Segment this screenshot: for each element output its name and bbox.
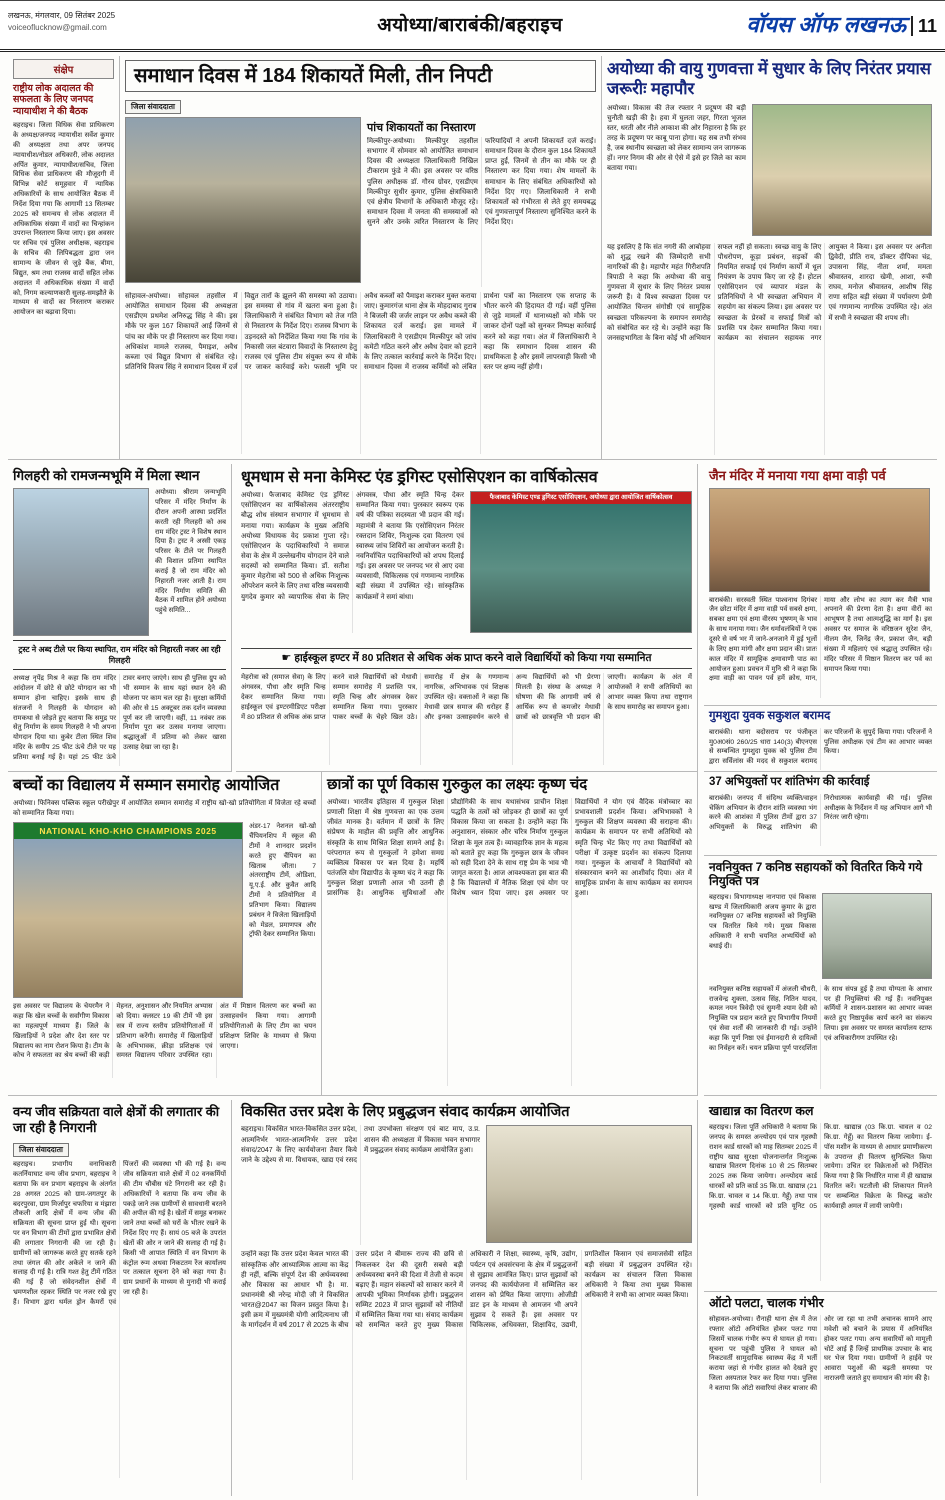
wildlife-byline: जिला संवाददाता [13, 1143, 69, 1157]
ration-headline: खाद्यान्न का वितरण कल [709, 1104, 814, 1118]
missing-body: बाराबंकी। थाना बदोसराय पर पंजीकृत मु0अ0सं0 260/25 धारा 140(3) बीएनएस से सम्बन्धित गुमशुदा युवक को पुलिस टीम द्वारा सर्विलांस की मदद से सकुशल बरामद कर परिजनों के सुपुर्द किया गया। परिजनों ने पुलिस अधीक्षक एवं टीम का आभार व्यक्त किया। [709, 728, 932, 766]
auto-headline: ऑटो पलटा, चालक गंभीर [709, 1296, 824, 1310]
air-headline: अयोध्या की वायु गुणवत्ता में सुधार के लिए निरंतर प्रयास जरूरीः महापौर [607, 60, 931, 98]
article-air-quality [602, 56, 937, 460]
article-viksit [236, 1100, 698, 1496]
brief-section-label: संक्षेप [13, 59, 114, 79]
missing-headline: गुमशुदा युवक सकुशल बरामद [709, 710, 831, 722]
samadhan-headline: समाधान दिवस में 184 शिकायतें मिली, तीन निपटी [125, 60, 596, 92]
viksit-body-lead: बहराइच। विकसित भारत-विकसित उत्तर प्रदेश, आत्मनिर्भर भारत-आत्मनिर्भर उत्तर प्रदेश संवाद/2047 के लिए कार्ययोजना तैयार किये जाने के उद्देश्य से मा. विधायक, खाद्य एवं रसद तथा उपभोक्ता संरक्षण एवं बाट माप, उ.प्र. शासन की अध्यक्षता में विकास भवन सभागार में प्रबुद्धजन संवाद कार्यक्रम आयोजित हुआ। [241, 1126, 480, 1164]
samadhan-byline: जिला संवाददाता [125, 100, 181, 114]
brief-headline: राष्ट्रीय लोक अदालत की सफलता के लिए जनपद न्यायाधीश ने की बैठक [13, 83, 94, 117]
samadhan-meeting-photo [125, 117, 361, 283]
jain-body: बाराबंकी। सरस्वती स्थित पाश्वनाथ दिगंबर जैन छोटा मंदिर में क्षमा वाड़ी पर्व सबसे क्षमा, सबका क्षमा एवं क्षमा वीरस्य भूषणम् के भाव के साथ मनाया गया। जैन धर्मावलंबियों ने एक दूसरे से वर्ष भर में जाने-अनजाने में हुई भूलों के लिए क्षमा मांगी और क्षमा प्रदान की। प्रातः काल मंदिर में सामूहिक क्षमावाणी पाठ का आयोजन हुआ। प्रवचन में मुनि श्री ने कहा कि क्षमा वाड़ी का पावन पर्व हमें क्रोध, मान, माया और लोभ का त्याग कर मैत्री भाव अपनाने की प्रेरणा देता है। क्षमा वीरों का आभूषण है तथा आत्मशुद्धि का मार्ग है। इस अवसर पर समाज के वरिष्ठजन सुरेश जैन, नीलम जैन, जिनेंद्र जैन, प्रकाश जैन, बड़ी संख्या में महिलाएं एवं श्रद्धालु उपस्थित रहे। मंदिर परिसर में मिष्ठान वितरण कर पर्व का समापन किया गया। [709, 596, 932, 683]
brief-body: बहराइच। जिला विधिक सेवा प्राधिकरण के अध्यक्ष/जनपद न्यायाधीश सर्वेश कुमार की अध्यक्षता तथा अपर जनपद न्यायाधीश/नोडल अधिकारी, लोक अदालत अर्पित कुमार, न्यायाधीश/सचिव, जिला विधिक सेवा प्राधिकरण की मौजूदगी में विभिन्न कोर्ट समूहवार में न्यायिक अधिकारियों के साथ आयोजित बैठक में निर्देश दिया गया कि आगामी 13 सितम्बर 2025 को समन्वय से लोक अदालत में अधिकाधिक संख्या में वादों का चिन्हांकन उपरान्त निस्तारण किया जाए। इस अवसर पर सचिव एवं पुलिस अधीक्षक, बहराइच के सचिव की लिपिबद्धता द्वारा जन सामान्य के जीवन से जुड़े बैंक, बीमा, विद्युत, श्रम तथा राजस्व वादों सहित लोक अदालत में अधिकाधिक संख्या में वादों को, निगम कल्याणकारी सुलह-समझौते के माध्यम से वादों का निस्तारण कराकर आयोजन का बढ़ावा दिया। [13, 122, 114, 317]
school80-body: मेहरोत्रा को (समाज सेवा) के लिए अंगवस्त्र, पौधा और स्मृति चिन्ह देकर सम्मानित किया गया। हाईस्कूल एवं इण्टरमीडिएट परीक्षा में 80 प्रतिशत से अधिक अंक प्राप्त करने वाले विद्यार्थियों को मेधावी सम्मान समारोह में प्रशस्ति पत्र, स्मृति चिन्ह और अंगवस्त्र देकर सम्मानित किया गया। पुरस्कार पाकर बच्चों के चेहरे खिल उठे। समारोह में क्षेत्र के गणमान्य नागरिक, अभिभावक एवं शिक्षक उपस्थित रहे। वक्ताओं ने कहा कि मेधावी छात्र समाज की धरोहर हैं और इनका उत्साहवर्धन करने से अन्य विद्यार्थियों को भी प्रेरणा मिलती है। संस्था के अध्यक्ष ने घोषणा की कि आगामी वर्ष से आर्थिक रूप से कमजोर मेधावी छात्रों को छात्रवृत्ति भी प्रदान की जाएगी। कार्यक्रम के अंत में आयोजकों ने सभी अतिथियों का आभार व्यक्त किया तथा राष्ट्रगान के साथ समारोह का समापन हुआ। [241, 674, 692, 721]
khokho-team-photo [13, 822, 243, 998]
gurukul-body: अयोध्या। भारतीय इतिहास में गुरुकुल शिक्षा प्रणाली शिक्षा में श्रेष्ठ गुणवत्ता का एक उत्तम जीवंत मानक है। वर्तमान में छात्रों के लिए संप्रेषण के माहौल की प्रवृत्ति और आधुनिक संस्कृति के साथ मिश्रित शिक्षा सामने आई है। परंपरागत रूप से गुरुकुलों ने हमेशा समग्र व्यक्तित्व विकास पर बल दिया है। महर्षि पतंजलि योग विद्यापीठ के कृष्ण चंद ने कहा कि गुरुकुल शिक्षा प्रणाली आज भी उतनी ही प्रासंगिक है। आधुनिक सुविधाओं और प्रौद्योगिकी के साथ यथासंभव प्राचीन शिक्षा पद्धति के तत्वों को जोड़कर ही छात्रों का पूर्ण विकास किया जा सकता है। उन्होंने कहा कि अनुशासन, संस्कार और चरित्र निर्माण गुरुकुल शिक्षा के मूल तत्व हैं। व्यावहारिक ज्ञान के महत्व को बताते हुए कहा कि गुरुकुल छात्र के जीवन को सही दिशा देने के साथ राष्ट्र प्रेम के भाव भी जागृत करता है। आज आवश्यकता इस बात की है कि विद्यालयों में नैतिक शिक्षा एवं योग पर विशेष ध्यान दिया जाए। इस अवसर पर विद्यार्थियों ने योग एवं वैदिक मंत्रोच्चार का प्रभावशाली प्रदर्शन किया। अभिभावकों ने गुरुकुल की शिक्षण व्यवस्था की सराहना की। कार्यक्रम के समापन पर सभी अतिथियों को स्मृति चिन्ह भेंट किए गए तथा विद्यार्थियों को परीक्षा में उत्कृष्ट प्रदर्शन का संकल्प दिलाया गया। गुरुकुल के आचार्यों ने विद्यार्थियों को संस्कारवान बनने का आशीर्वाद दिया। अंत में सामूहिक प्रार्थना के साथ कार्यक्रम का समापन हुआ। [327, 799, 692, 898]
khokho-body-lead: अयोध्या। फिनिक्स पब्लिक स्कूल परीखेपुर में आयोजित सम्मान समारोह में राष्ट्रीय खो-खो प्रतियोगिता में विजेता रहे बच्चों को सम्मानित किया गया। [13, 800, 316, 818]
page-header [0, 0, 945, 52]
section-title: अयोध्या/बाराबंकी/बहराइच [377, 15, 563, 36]
chemist-headline: धूमधाम से मना केमिस्ट एंड ड्रगिस्ट एसोसिएशन का वार्षिकोत्सव [241, 469, 598, 486]
article-school80 [236, 644, 698, 772]
masthead-title: वॉयस ऑफ लखनऊ [746, 12, 906, 37]
article-appointment [704, 856, 937, 1096]
article-samadhan [120, 56, 602, 460]
air-body-lead: अयोध्या। विकास की तेज रफ्तार ने प्रदूषण की बड़ी चुनौती खड़ी की है। हवा में घुलता जहर, गिरता भूजल स्तर, धरती और नीले आकाश की ओर निहारना है कि हर तरह के प्रदूषण पर काबू पाना होगा। यह सब तभी संभव है, जब स्थानीय स्वच्छता को लेकर सामान्य जन जागरूक हों। नगर निगम की ओर से ऐसे में इसे हर जिले का काम बताया गया। [607, 104, 746, 173]
article-missing [704, 706, 937, 772]
jain-group-photo [709, 488, 930, 592]
article-auto [704, 1292, 937, 1496]
wildlife-body: बहराइच। प्रभागीय वनाधिकारी कतर्नियाघाट वन्य जीव प्रभाग, बहराइच ने बताया कि वन प्रभाग बहराइच के अंतर्गत 28 अगस्त 2025 को ग्राम-जगतपुर के बदरपुरवा, ग्राम मिर्जापुर चफरिया व मंझारा तौकली आदि क्षेत्रों में वन्य जीव की सक्रियता की सूचना प्राप्त हुई थी। सूचना पर वन विभाग की टीमों द्वारा प्रभावित क्षेत्रों की लगातार निगरानी की जा रही है। ग्रामीणों को जागरूक करते हुए सतर्क रहने तथा जंगल की ओर अकेले न जाने की सलाह दी गई है। रात्रि गश्त हेतु टीमें गठित की गई हैं जो संवेदनशील क्षेत्रों में भ्रमणशील रहकर स्थिति पर नजर रखे हुए हैं। विभाग द्वारा थर्मल ड्रोन कैमरों एवं पिंजरों की व्यवस्था भी की गई है। वन्य जीव सक्रियता वाले क्षेत्रों में 02 वनकर्मियों की टीम चौबीस घंटे निगरानी कर रही है। अधिकारियों ने बताया कि वन्य जीव के पकड़े जाने तक ग्रामीणों से सावधानी बरतने की अपील की गई है। खेतों में समूह बनाकर जाने तथा बच्चों को घरों के भीतर रखने के निर्देश दिए गए हैं। सायं 05 बजे के उपरांत खेतों की ओर न जाने की सलाह दी गई है। किसी भी आपात स्थिति में वन विभाग के कंट्रोल रूम अथवा निकटतम रेंज कार्यालय पर तत्काल सूचना देने को कहा गया है। ग्राम प्रधानों के माध्यम से मुनादी भी कराई जा रही है। [13, 1161, 226, 1306]
gurukul-headline: छात्रों का पूर्ण विकास गुरुकुल का लक्ष्यः कृष्ण चंद [327, 776, 588, 793]
article-gurukul [322, 772, 698, 1096]
air-event-photo [752, 104, 932, 236]
accused-body: बाराबंकी। जनपद में संदिग्ध व्यक्ति/वाहन चेकिंग अभियान के दौरान शांति व्यवस्था भंग करने की आशंका में पुलिस टीमों द्वारा 37 अभियुक्तों के विरुद्ध शांतिभंग की निरोधात्मक कार्यवाही की गई। पुलिस अधीक्षक के निर्देशन में यह अभियान आगे भी निरंतर जारी रहेगा। [709, 794, 932, 832]
article-brief [8, 56, 120, 460]
masthead-block [746, 9, 937, 39]
school80-headline [241, 648, 692, 669]
squirrel-body-lead: अयोध्या। श्रीराम जन्मभूमि परिसर में मंदिर निर्माण के दौरान अपनी आस्था प्रदर्शित करती रही गिलहरी को अब राम मंदिर ट्रस्ट ने विशेष स्थान दिया है। ट्रस्ट ने अस्सी एकड़ परिसर के टीले पर गिलहरी की विशाल प्रतिमा स्थापित कराई है जो राम मंदिर को निहारती नजर आती है। राम मंदिर निर्माण समिति की बैठक में शामिल होने अयोध्या पहुंचे समिति... [155, 489, 226, 615]
viksit-headline: विकसित उत्तर प्रदेश के लिए प्रबुद्धजन संवाद कार्यक्रम आयोजित [241, 1104, 570, 1120]
squirrel-headline: गिलहरी को रामजन्मभूमि में मिला स्थान [13, 468, 200, 483]
wildlife-headline: वन्य जीव सक्रियता वाले क्षेत्रों की लगातार की जा रही है निगरानी [13, 1104, 220, 1135]
squirrel-inset-deck: ट्रस्ट ने अब्द टीले पर किया स्थापित, राम मंदिर को निहारती नजर आ रही गिलहरी [13, 640, 226, 670]
contact-email: voiceoflucknow@gmail.com [8, 23, 107, 32]
accused-headline: 37 अभियुक्तों पर शांतिभंग की कार्रवाई [709, 776, 870, 788]
article-accused [704, 772, 937, 856]
appointment-body-lead: बहराइच। विभागाध्यक्ष नानपारा एवं विकास खण्ड में जिलाधिकारी अजय कुमार के द्वारा नवनियुक्त 07 कनिष्ठ सहायकों को नियुक्ति पत्र वितरित किये गये। मुख्य विकास अधिकारी ने सभी चयनित अभ्यर्थियों को बधाई दी। [709, 893, 816, 950]
khokho-body-side: अंडर-17 नेशनल खो-खो चैंपियनशिप में स्कूल की टीमों ने शानदार प्रदर्शन करते हुए चैंपियन का खिताब जीता। 7 अंतरराष्ट्रीय टीमें, ओडिशा, यू.ए.ई. और कुवैत आदि टीमों ने प्रतियोगिता में प्रतिभाग किया। विद्यालय प्रबंधन ने विजेता खिलाड़ियों को मेडल, प्रमाणपत्र और ट्रॉफी देकर सम्मानित किया। [249, 823, 316, 939]
khokho-body-bottom: इस अवसर पर विद्यालय के चेयरमैन ने कहा कि खेल बच्चों के सर्वांगीण विकास का महत्वपूर्ण माध्यम हैं। जिले के खिलाड़ियों ने प्रदेश और देश स्तर पर विद्यालय का नाम रोशन किया है। टीम के कोच ने सफलता का श्रेय बच्चों की कड़ी मेहनत, अनुशासन और नियमित अभ्यास को दिया। क्लस्टर 19 की टीमें भी इस सत्र में राज्य स्तरीय प्रतियोगिताओं में प्रतिभाग करेंगी। समारोह में खिलाड़ियों के अभिभावक, क्रीड़ा प्रशिक्षक एवं समस्त विद्यालय परिवार उपस्थित रहा। अंत में मिष्ठान वितरण कर बच्चों का उत्साहवर्धन किया गया। आगामी प्रतियोगिताओं के लिए टीम का चयन प्रशिक्षण शिविर के माध्यम से किया जाएगा। [13, 1003, 316, 1060]
article-wildlife [8, 1100, 232, 1496]
article-khokho [8, 772, 322, 1096]
appointment-headline: नवनियुक्त 7 कनिष्ठ सहायकों को वितरित किये गये नियुक्ति पत्र [709, 860, 923, 889]
auto-body: सोहावल-अयोध्या। रौनाही थाना क्षेत्र में तेज रफ्तार ऑटो अनियंत्रित होकर पलट गया जिसमें चालक गंभीर रूप से घायल हो गया। सूचना पर पहुंची पुलिस ने घायल को निकटवर्ती सामुदायिक स्वास्थ्य केंद्र में भर्ती कराया जहां से गंभीर हालत को देखते हुए जिला अस्पताल रेफर कर दिया गया। पुलिस ने बताया कि ऑटो सवारियां लेकर बाजार की ओर जा रहा था तभी अचानक सामने आए मवेशी को बचाने के प्रयास में अनियंत्रित होकर पलट गया। अन्य सवारियों को मामूली चोटें आई हैं जिन्हें प्राथमिक उपचार के बाद घर भेज दिया गया। ग्रामीणों ने हाईवे पर आवारा पशुओं की बढ़ती समस्या पर नाराजगी जताते हुए समाधान की मांग की है। [709, 1316, 932, 1392]
jain-headline: जैन मंदिर में मनाया गया क्षमा वाड़ी पर्व [709, 468, 886, 483]
chemist-photo-banner: फैजाबाद केमिस्ट एण्ड ड्रगिस्ट एसोसिएशन, अयोध्या द्वारा आयोजित वार्षिकोत्सव [471, 492, 691, 504]
edition-dateline: लखनऊ, मंगलवार, 09 सितंबर 2025 [8, 11, 116, 20]
khokho-photo-banner: NATIONAL KHO-KHO CHAMPIONS 2025 [14, 823, 242, 839]
header-dateline-block [8, 10, 115, 34]
viksit-meeting-photo [486, 1125, 692, 1243]
article-chemist [236, 464, 698, 644]
chemist-body: अयोध्या। फैजाबाद केमिस्ट एंड ड्रगिस्ट एसोसिएशन का वार्षिकोत्सव अंतरराष्ट्रीय बौद्ध शोध संस्थान सभागार में धूमधाम से मनाया गया। कार्यक्रम के मुख्य अतिथि अयोध्या विधायक वेद प्रकाश गुप्ता रहे। एसोसिएशन के पदाधिकारियों ने समाज सेवा के क्षेत्र में उल्लेखनीय योगदान देने वाले सदस्यों को सम्मानित किया। डॉ. सतीश कुमार मेहरोत्रा को 500 से अधिक निःशुल्क ऑपरेशन करने के लिए तथा वरिष्ठ व्यवसायी युगदेव कुमार को व्यापारिक सेवा के लिए अंगवस्त्र, पौधा और स्मृति चिन्ह देकर सम्मानित किया गया। पुरस्कार स्वरूप एक वर्ष की पत्रिका सदस्यता भी प्रदान की गई। महामंत्री ने बताया कि एसोसिएशन निरंतर रक्तदान शिविर, निःशुल्क दवा वितरण एवं स्वास्थ्य जांच शिविरों का आयोजन करती है। नवनिर्वाचित पदाधिकारियों को शपथ दिलाई गई। इस अवसर पर जनपद भर से आए दवा व्यवसायी, चिकित्सक एवं गणमान्य नागरिक बड़ी संख्या में उपस्थित रहे। सांस्कृतिक कार्यक्रमों ने समां बांधा। [241, 492, 464, 601]
squirrel-statue-photo [13, 488, 149, 636]
appointment-photo [822, 893, 932, 979]
page-number: 11 [911, 16, 937, 36]
chemist-event-photo [470, 491, 692, 633]
air-body: यह इसलिए है कि संत नगरी की आबोहवा को शुद्ध रखने की जिम्मेदारी सभी नागरिकों की है। महापौर महंत गिरीशपति त्रिपाठी ने कहा कि अयोध्या की वायु गुणवत्ता में सुधार के लिए निरंतर प्रयास जरूरी हैं। वे विश्व स्वच्छता दिवस पर आयोजित चिन्तन संगोष्ठी एवं सामूहिक स्वच्छता परिकल्पना के समापन समारोह को संबोधित कर रहे थे। उन्होंने कहा कि जनसहभागिता के बिना कोई भी अभियान सफल नहीं हो सकता। स्वच्छ वायु के लिए पौधरोपण, कूड़ा प्रबंधन, सड़कों की नियमित सफाई एवं निर्माण कार्यों में धूल नियंत्रण के उपाय किए जा रहे हैं। होटल एसोसिएशन एवं व्यापार मंडल के प्रतिनिधियों ने भी स्वच्छता अभियान में सहयोग का संकल्प लिया। इस अवसर पर स्वच्छता के प्रेरकों व सफाई मित्रों को प्रशस्ति पत्र देकर सम्मानित किया गया। कार्यक्रम का संचालन सहायक नगर आयुक्त ने किया। इस अवसर पर अनीता द्विवेदी, प्रीति राय, डॉक्टर दीपिका चंद्र, उपासना सिंह, नीता शर्मा, ममता श्रीवास्तव, शारदा खेमी, आशा, रुची राघव, मनोज श्रीवास्तव, आशीष सिंह राणा सहित बड़ी संख्या में पर्यावरण प्रेमी एवं गणमान्य नागरिक उपस्थित रहे। अंत में सभी ने स्वच्छता की शपथ ली। [607, 243, 932, 342]
appointment-body: नवनियुक्त कनिष्ठ सहायकों में अंजली चौधरी, राजवेन्द्र शुक्ला, उत्सव सिंह, नितिन यादव, कमल नयन त्रिवेदी एवं सुमनी श्याम देवी को नियुक्ति पत्र प्रदान करते हुए विभागीय नियमों एवं सेवा शर्तों की जानकारी दी गई। उन्होंने कहा कि पूर्ण निष्ठा एवं ईमानदारी से दायित्वों का निर्वहन करें। चयन प्रक्रिया पूर्ण पारदर्शिता के साथ संपन्न हुई है तथा योग्यता के आधार पर ही नियुक्तियां की गई हैं। नवनियुक्त कर्मियों ने शासन-प्रशासन का आभार व्यक्त करते हुए निष्ठापूर्वक कार्य करने का संकल्प लिया। इस अवसर पर समस्त कार्यालय स्टाफ एवं अधिकारीगण उपस्थित रहे। [709, 985, 932, 1052]
viksit-body: उन्होंने कहा कि उत्तर प्रदेश केवल भारत की सांस्कृतिक और आध्यात्मिक आत्मा का केंद्र ही नहीं, बल्कि संपूर्ण देश की अर्थव्यवस्था और विकास का आधार भी है। मा. प्रधानमंत्री श्री नरेन्द्र मोदी जी ने विकसित भारत@2047 का विजन प्रस्तुत किया है। इसी क्रम में मुख्यमंत्री योगी आदित्यनाथ जी के मार्गदर्शन में वर्ष 2017 से 2025 के बीच उत्तर प्रदेश ने बीमारू राज्य की छवि से निकलकर देश की दूसरी सबसे बड़ी अर्थव्यवस्था बनने की दिशा में तेजी से कदम बढ़ाए हैं। महान संकल्पों को साकार करने में आपकी भूमिका निर्णायक होगी। प्रबुद्धजन सम्मिट 2023 में प्राप्त सुझावों को नीतियों में सम्मिलित किया गया था। संवाद कार्यक्रम को समन्वित करते हुए मुख्य विकास अधिकारी ने शिक्षा, स्वास्थ्य, कृषि, उद्योग, पर्यटन एवं अवसंरचना के क्षेत्र में प्रबुद्धजनों से सुझाव आमंत्रित किए। प्राप्त सुझावों को जनपद की कार्ययोजना में सम्मिलित कर शासन को प्रेषित किया जाएगा। ओजीडी डाट इन के माध्यम से आमजन भी अपने सुझाव दे सकते हैं। इस अवसर पर चिकित्सक, अधिवक्ता, शिक्षाविद, उद्यमी, प्रगतिशील किसान एवं समाजसेवी सहित बड़ी संख्या में प्रबुद्धजन उपस्थित रहे। कार्यक्रम का संचालन जिला विकास अधिकारी ने किया तथा मुख्य विकास अधिकारी ने सभी का आभार व्यक्त किया। [241, 1251, 692, 1330]
article-jain [704, 464, 937, 706]
school80-headline-text: हाईस्कूल इण्टर में 80 प्रतिशत से अधिक अंक प्राप्त करने वाले विद्यार्थियों को किया गया सम्मानित [294, 652, 652, 664]
article-squirrel [8, 464, 232, 772]
khokho-headline: बच्चों का विद्यालय में सम्मान समारोह आयोजित [13, 777, 280, 794]
samadhan-body-bottom: सोहावल-अयोध्या। सोहावल तहसील में आयोजित समाधान दिवस की अध्यक्षता एसडीएम प्रथमेश अनिरुद्ध सिंह ने की। इस मौके पर कुल 167 शिकायतें आईं जिनमें से पांच का मौके पर ही निस्तारण कर दिया गया। अधिकांश मामले राजस्व, पैमाइश, अवैध कब्जा एवं विद्युत विभाग से संबंधित रहे। प्रतिनिधि विजय सिंह ने समाधान दिवस में दर्ज विद्युत तारों के झूलने की समस्या को उठाया। इस समस्या से गांव में खतरा बना हुआ है। जिलाधिकारी ने संबंधित विभाग को तेज गति से निस्तारण के निर्देश दिए। राजस्व विभाग के उड़नदस्ते को निर्देशित किया गया कि गांव के निकासी जल बंटवारा विवादों के निस्तारण हेतु राजस्व एवं पुलिस टीम संयुक्त रूप से मौके पर जाकर कार्रवाई करे। फसली भूमि पर अवैध कब्जों को पैमाइश कराकर मुक्त कराया जाए। कुमारगंज थाना क्षेत्र के मोहदाबाद गुराब ने बिजली की जर्जर लाइन पर अवैध कब्जे की शिकायत दर्ज कराई। इस मामले में जिलाधिकारी ने एसडीएम मिल्कीपुर को जांच कमेटी गठित करने और अवैध देवार को हटाने के लिए तत्काल कार्रवाई करने के निर्देश दिए। समाधान दिवस में राजस्व कर्मियों को लंबित प्रार्थना पत्रों का निस्तारण एक सप्ताह के भीतर करने की हिदायत दी गई। वहीं पुलिस से जुड़े मामलों में थानाध्यक्षों को मौके पर जाकर दोनों पक्षों को सुनकर निष्पक्ष कार्रवाई करने को कहा गया। अंत में जिलाधिकारी ने कहा कि समाधान दिवस शासन की प्राथमिकता है और इसमें लापरवाही किसी भी स्तर पर क्षम्य नहीं होगी। [125, 293, 596, 371]
ration-body: बहराइच। जिला पूर्ति अधिकारी ने बताया कि जनपद के समस्त अन्त्योदय एवं पात्र गृहस्थी राशन कार्ड धारकों को माह सितम्बर 2025 में राष्ट्रीय खाद्य सुरक्षा योजनान्तर्गत निःशुल्क खाद्यान्न वितरण दिनांक 10 से 25 सितम्बर 2025 तक किया जायेगा। अन्त्योदय कार्ड धारकों को प्रति कार्ड 35 कि.ग्रा. खाद्यान्न (21 कि.ग्रा. चावल व 14 कि.ग्रा. गेहूँ) तथा पात्र गृहस्थी कार्ड धारकों को प्रति यूनिट 05 कि.ग्रा. खाद्यान्न (03 कि.ग्रा. चावल व 02 कि.ग्रा. गेहूँ) का वितरण किया जायेगा। ई-पॉस मशीन के माध्यम से आधार प्रमाणीकरण के उपरान्त ही वितरण सुनिश्चित किया जायेगा। उचित दर विक्रेताओं को निर्देशित किया गया है कि निर्धारित मात्रा में ही खाद्यान्न वितरित करें। घटतौली की शिकायत मिलने पर सम्बन्धित विक्रेता के विरुद्ध कठोर कार्यवाही अमल में लायी जायेगी। [709, 1124, 932, 1210]
samadhan-body-top: मिल्कीपुर-अयोध्या। मिल्कीपुर तहसील सभागार में सोमवार को आयोजित समाधान दिवस की अध्यक्षता जिलाधिकारी निखिल टीकाराम फुंडे ने की। इस अवसर पर वरिष्ठ पुलिस अधीक्षक डॉ. गौरव ग्रोवर, एसडीएम मिल्कीपुर सुधीर कुमार, पुलिस क्षेत्राधिकारी एवं क्षेत्रीय विभागों के अधिकारी मौजूद रहे। समाधान दिवस में जनता की समस्याओं को सुनने और उनके त्वरित निस्तारण के लिए फरियादियों ने अपनी शिकायतें दर्ज कराईं। समाधान दिवस के दौरान कुल 184 शिकायतें प्राप्त हुईं, जिनमें से तीन का मौके पर ही निस्तारण कर दिया गया। शेष मामलों के समाधान के लिए संबंधित अधिकारियों को निर्देश दिए गए। जिलाधिकारी ने सभी शिकायतों को गंभीरता से लेते हुए समयबद्ध एवं गुणवत्तापूर्ण निस्तारण सुनिश्चित करने के निर्देश दिए। [367, 138, 596, 227]
pointer-icon: ☛ [281, 652, 292, 664]
article-ration [704, 1100, 937, 1292]
samadhan-subhead: पांच शिकायतों का निस्तारण [367, 122, 476, 134]
squirrel-body: अध्यक्ष नृपेंद्र मिश्र ने कहा कि राम मंदिर आंदोलन में छोटे से छोटे योगदान का भी सम्मान होना चाहिए। इसके साथ ही संतजनों ने गिलहरी के योगदान को रामकथा से जोड़ते हुए बताया कि समुद्र पर सेतु निर्माण के समय गिलहरी ने भी अपना योगदान दिया था। कुबेर टीला स्थित शिव मंदिर के समीप 25 फीट ऊंचे टीले पर यह प्रतिमा बनाई गई है। यहां 25 फीट ऊंचे टावर बनाए जाएंगे। साथ ही पुलिस ग्रुप को भी सम्मान के साथ यहां स्थान देने की योजना पर काम चल रहा है। सुरक्षा कर्मियों की ओर से 15 अक्टूबर तक दर्शन व्यवस्था पूर्ण कर ली जाएगी। वहीं, 11 नवंबर तक निर्माण पूरा कर उत्सव मनाया जाएगा। श्रद्धालुओं में प्रतिमा को लेकर खासा उत्साह देखा जा रहा है। [13, 675, 226, 761]
